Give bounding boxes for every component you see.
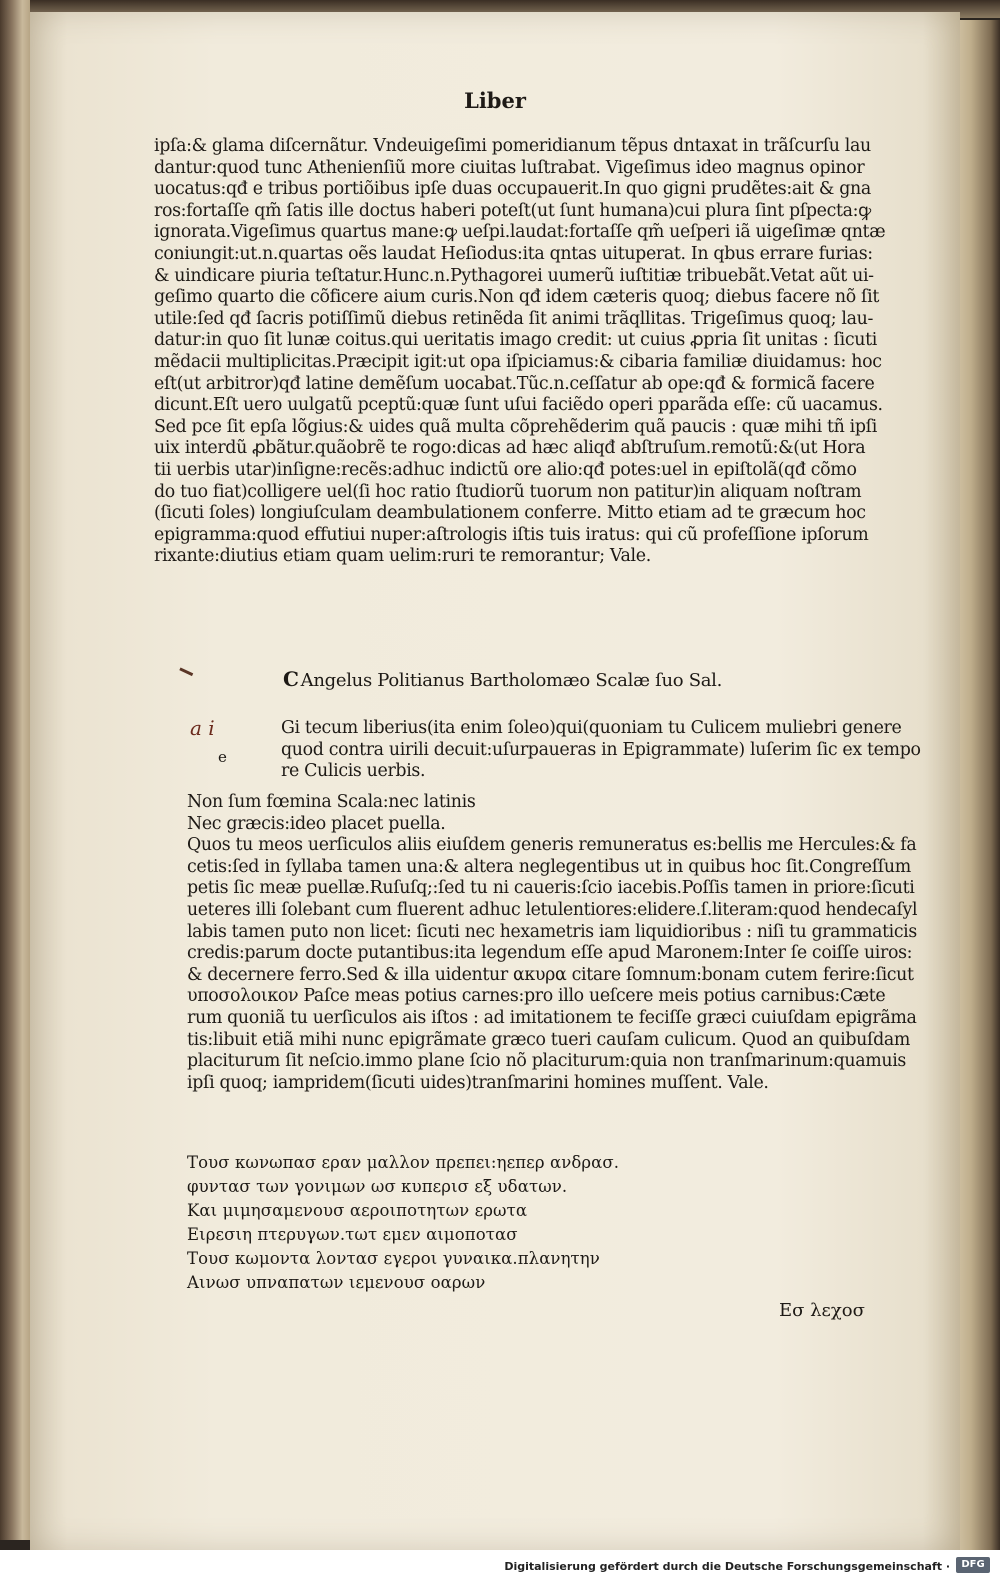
footer-credit: Digitalisierung gefördert durch die Deutsche Forschungsgemeinschaft · — [504, 1560, 950, 1573]
text-line: & uindicare piuria teſtatur.Hunc.n.Pythagorei uumerũ iuſtitiæ tribuebãt.Vetat aũt ui- — [154, 265, 874, 286]
text-line: υποσολοικον Paſce meas potius carnes:pro illo ueſcere meis potius carnibus:Cæte — [187, 986, 886, 1007]
text-line: quod contra uirili decuit:uſurpaueras in Epigrammate) luſerim ſic ex tempo — [281, 739, 921, 760]
text-line: Nec græcis:ideo placet puella. — [187, 813, 446, 834]
greek-signature: Εσ λεχοσ — [779, 1300, 865, 1321]
letter-two-heading-text: Angelus Politianus Bartholomæo Scalæ ſuo Sal. — [300, 670, 723, 691]
text-line: Τουσ κωμοντα λοντασ εγεροι γυναικα.πλανητην — [187, 1249, 600, 1268]
text-line: Τουσ κωνωπασ εραν μαλλον πρεπει:ηεπερ ανδρασ. — [187, 1153, 620, 1172]
text-line: (ſicuti ſoles) longiuſculam deambulationem conferre. Mitto etiam ad te græcum hoc — [154, 503, 866, 524]
text-line: rixante:diutius etiam quam uelim:ruri te remorantur; Vale. — [154, 546, 651, 567]
text-line: Αινωσ υπναπατων ιεμενουσ οαρων — [187, 1273, 486, 1292]
text-line: tii uerbis utar)inſigne:recẽs:adhuc indictũ ore alio:qđ potes:uel in epiſtolã(qđ cõmo — [154, 459, 857, 480]
text-line: Και μιμησαμενουσ αεροιποτητων ερωτα — [187, 1201, 528, 1220]
text-line: & decernere ferro.Sed & illa uidentur ακυρα citare ſomnum:bonam cutem ferire:ſicut — [187, 964, 914, 985]
greek-epigram — [187, 1151, 917, 1295]
letter-two-heading — [283, 667, 722, 691]
text-line: do tuo fiat)colligere uel(ſi hoc ratio ſtudiorũ tuorum non patitur)in aliquam noſtram — [154, 481, 862, 502]
margin-annotation: a i — [190, 716, 215, 740]
text-line: ignorata.Vigeſimus quartus mane:ꝙ ueſpi.laudat:fortaſſe qm̃ ueſperi iã uigeſimæ qntæ — [154, 222, 886, 243]
text-line: mẽdacii multiplicitas.Præcipit igit:ut opa iſpiciamus:& cibaria familiæ diuidamus: hoc — [154, 351, 882, 372]
text-line: uix interdũ ꝓbãtur.quãobrẽ te rogo:dicas ad hæc aliqđ abſtruſum.remotũ:&(ut Hora — [154, 438, 866, 459]
text-line: Gi tecum liberius(ita enim ſoleo)qui(quoniam tu Culicem muliebri genere — [281, 718, 902, 738]
letter-two-body — [187, 792, 917, 1094]
text-line: ipſa:& glama diſcernãtur. Vndeuigeſimi pomeridianum tẽpus dntaxat in trãſcurſu lau — [154, 136, 871, 156]
text-line: datur:in quo ſit lunæ coitus.qui ueritatis imago credit: ut cuius ꝓpria ſit unitas : ſicuti — [154, 330, 877, 351]
text-line: dicunt.Eſt uero uulgatũ pceptũ:quæ ſunt uſui faciẽdo operi pparãda eſſe: cũ uacamus. — [154, 395, 883, 416]
text-line: labis tamen puto non licet: ſicuti nec hexametris iam liquidioribus : niſi tu grammaticis — [187, 921, 917, 942]
letter-one-text — [154, 136, 914, 568]
text-line: tis:libuit etiã mihi nunc epigrãmate græco tueri cauſam culicum. Quod an quibuſdam — [187, 1029, 911, 1050]
text-line: utile:ſed qđ ſacris potiſſimũ diebus retinẽda ſit animi trãqllitas. Trigeſimus quoq; lau- — [154, 308, 874, 329]
text-line: Ειρεσιη πτερυγων.τωτ εμεν αιμοποτασ — [187, 1225, 518, 1244]
text-line: epigramma:quod effutiui nuper:aſtrologis iſtis tuis iratus: qui cũ profeſſione ipſorum — [154, 524, 869, 545]
text-line: ipſi quoq; iampridem(ſicuti uides)tranſmarini homines muſſent. Vale. — [187, 1072, 769, 1093]
text-line: re Culicis uerbis. — [281, 761, 426, 782]
text-line: uocatus:qđ e tribus portiõibus ipſe duas occupauerit.In quo gigni prudẽtes:ait & gna — [154, 179, 871, 200]
text-line: φυντασ των γονιμων ωσ κυπερισ εξ υδατων. — [187, 1177, 568, 1196]
text-line: coniungit:ut.n.quartas oẽs laudat Heſiodus:ita qntas uituperat. In qbus errare furias: — [154, 243, 873, 264]
text-line: Quos tu meos uerſiculos aliis eiuſdem generis remuneratus es:bellis me Hercules:& fa — [187, 835, 917, 856]
text-line: ueteres illi ſolebant cum fluerent adhuc letulentiores:elidere.ſ.literam:quod hendecaſyl — [187, 899, 918, 920]
book-left-edge — [0, 0, 30, 1540]
text-line: eſt(ut arbitror)qđ latine demẽſum uocabat.Tũc.n.ceſſatur ab ope:qđ & formicã facere — [154, 373, 875, 394]
text-line: ros:fortaſſe qm̃ ſatis ille doctus haberi poteſt(ut ſunt humana)cui plura ſint pſpecta:ꝙ — [154, 200, 871, 221]
text-line: dantur:quod tunc Athenienſiũ more ciuitas luſtrabat. Vigeſimus ideo magnus opinor — [154, 157, 865, 178]
text-line: credis:parum docte putantibus:ita legendum eſſe apud Maronem:Inter ſe coiſſe uiros: — [187, 943, 913, 964]
text-line: cetis:ſed in ſyllaba tamen una:& altera neglegentibus ut in quibus hoc ſit.Congreſſum — [187, 856, 911, 877]
text-line: Sed pce ſit epſa lõgius:& uides quã multa cõprehẽderim quã paucis : quæ mihi tñ ipſi — [154, 416, 877, 437]
text-line: placiturum ſit neſcio.immo plane ſcio nõ placiturum:quia non tranſmarinum:quamuis — [187, 1051, 907, 1072]
text-line: petis ſic meæ puellæ.Ruſuſq;:ſed tu ni caueris:ſcio iacebis.Poſſis tamen in priore:ſicuti — [187, 878, 915, 899]
text-line: geſimo quarto die cõficere aium curis.Non qđ idem cæteris quoq; diebus facere nõ ſit — [154, 287, 879, 308]
book-right-edge — [955, 20, 1000, 1550]
text-line: rum quoniã tu uerſiculos ais iſtos : ad imitationem te feciſſe græci cuiuſdam epigrãma — [187, 1007, 917, 1028]
dfg-logo: DFG — [956, 1557, 990, 1573]
running-header: Liber — [464, 88, 526, 113]
text-line: Non ſum fœmina Scala:nec latinis — [187, 792, 476, 812]
letter-two-intro — [281, 718, 921, 783]
pilcrow-mark: C — [283, 667, 299, 691]
initial-guide-letter: e — [218, 748, 227, 766]
